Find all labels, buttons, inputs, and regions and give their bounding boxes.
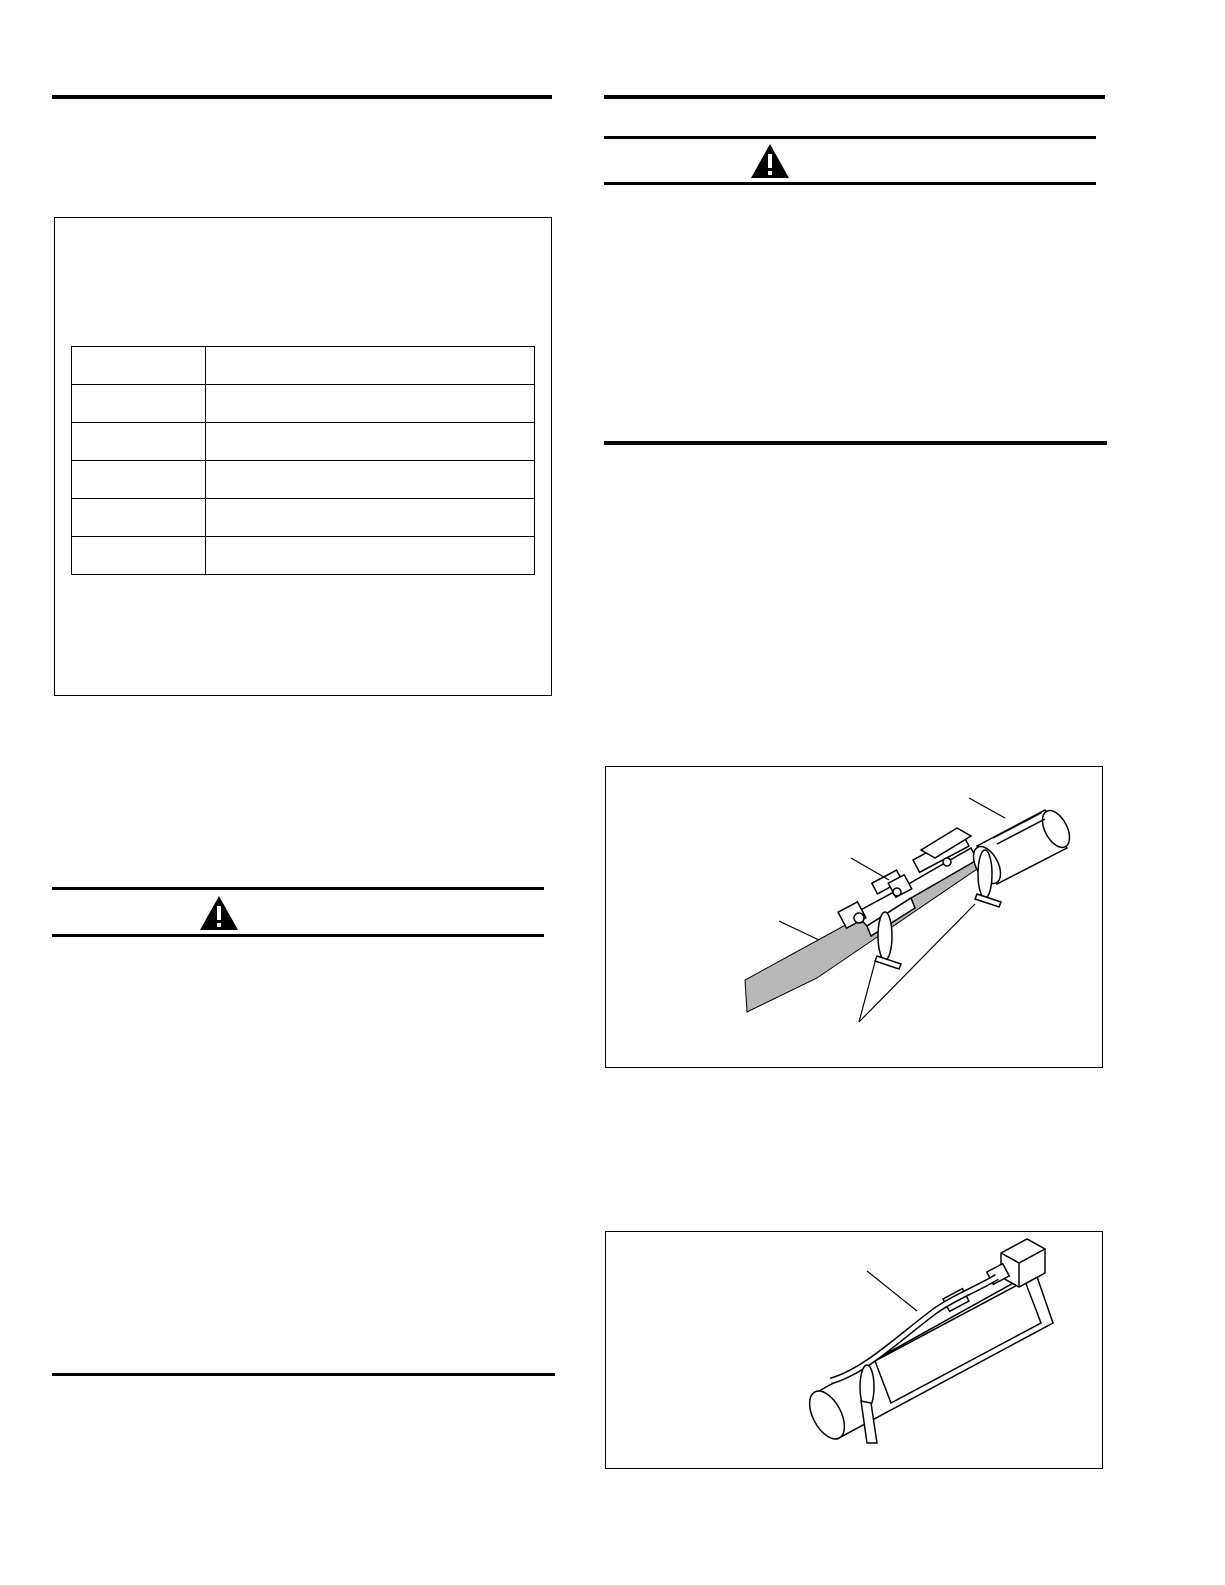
table-cell xyxy=(72,499,206,537)
warning-triangle-icon xyxy=(750,143,790,179)
table-cell xyxy=(206,385,535,423)
table-cell xyxy=(72,537,206,575)
table-row xyxy=(72,347,535,385)
spec-table xyxy=(71,346,535,575)
table-row xyxy=(72,499,535,537)
table-row xyxy=(72,461,535,499)
table-cell xyxy=(72,385,206,423)
warning-banner-bottom-rule-left xyxy=(52,934,544,937)
table-row xyxy=(72,537,535,575)
table-row xyxy=(72,385,535,423)
table-cell xyxy=(206,461,535,499)
warning-banner-bottom-rule-right xyxy=(604,182,1096,185)
section-rule-top-left xyxy=(52,95,552,99)
table-cell xyxy=(206,423,535,461)
warning-triangle-icon xyxy=(199,895,239,931)
table-cell xyxy=(72,461,206,499)
table-cell xyxy=(206,347,535,385)
warning-banner-top-rule-left xyxy=(52,887,544,890)
heating-cable-end-seal-illustration xyxy=(605,766,1103,1068)
section-rule-top-right xyxy=(604,95,1105,99)
section-rule-mid-right xyxy=(604,441,1107,445)
section-rule-bottom-left xyxy=(52,1373,555,1376)
table-cell xyxy=(206,499,535,537)
warning-banner-top-rule-right xyxy=(604,136,1096,139)
cable-on-pipe-illustration xyxy=(605,1231,1103,1469)
table-cell xyxy=(72,423,206,461)
table-cell xyxy=(206,537,535,575)
table-cell xyxy=(72,347,206,385)
table-row xyxy=(72,423,535,461)
